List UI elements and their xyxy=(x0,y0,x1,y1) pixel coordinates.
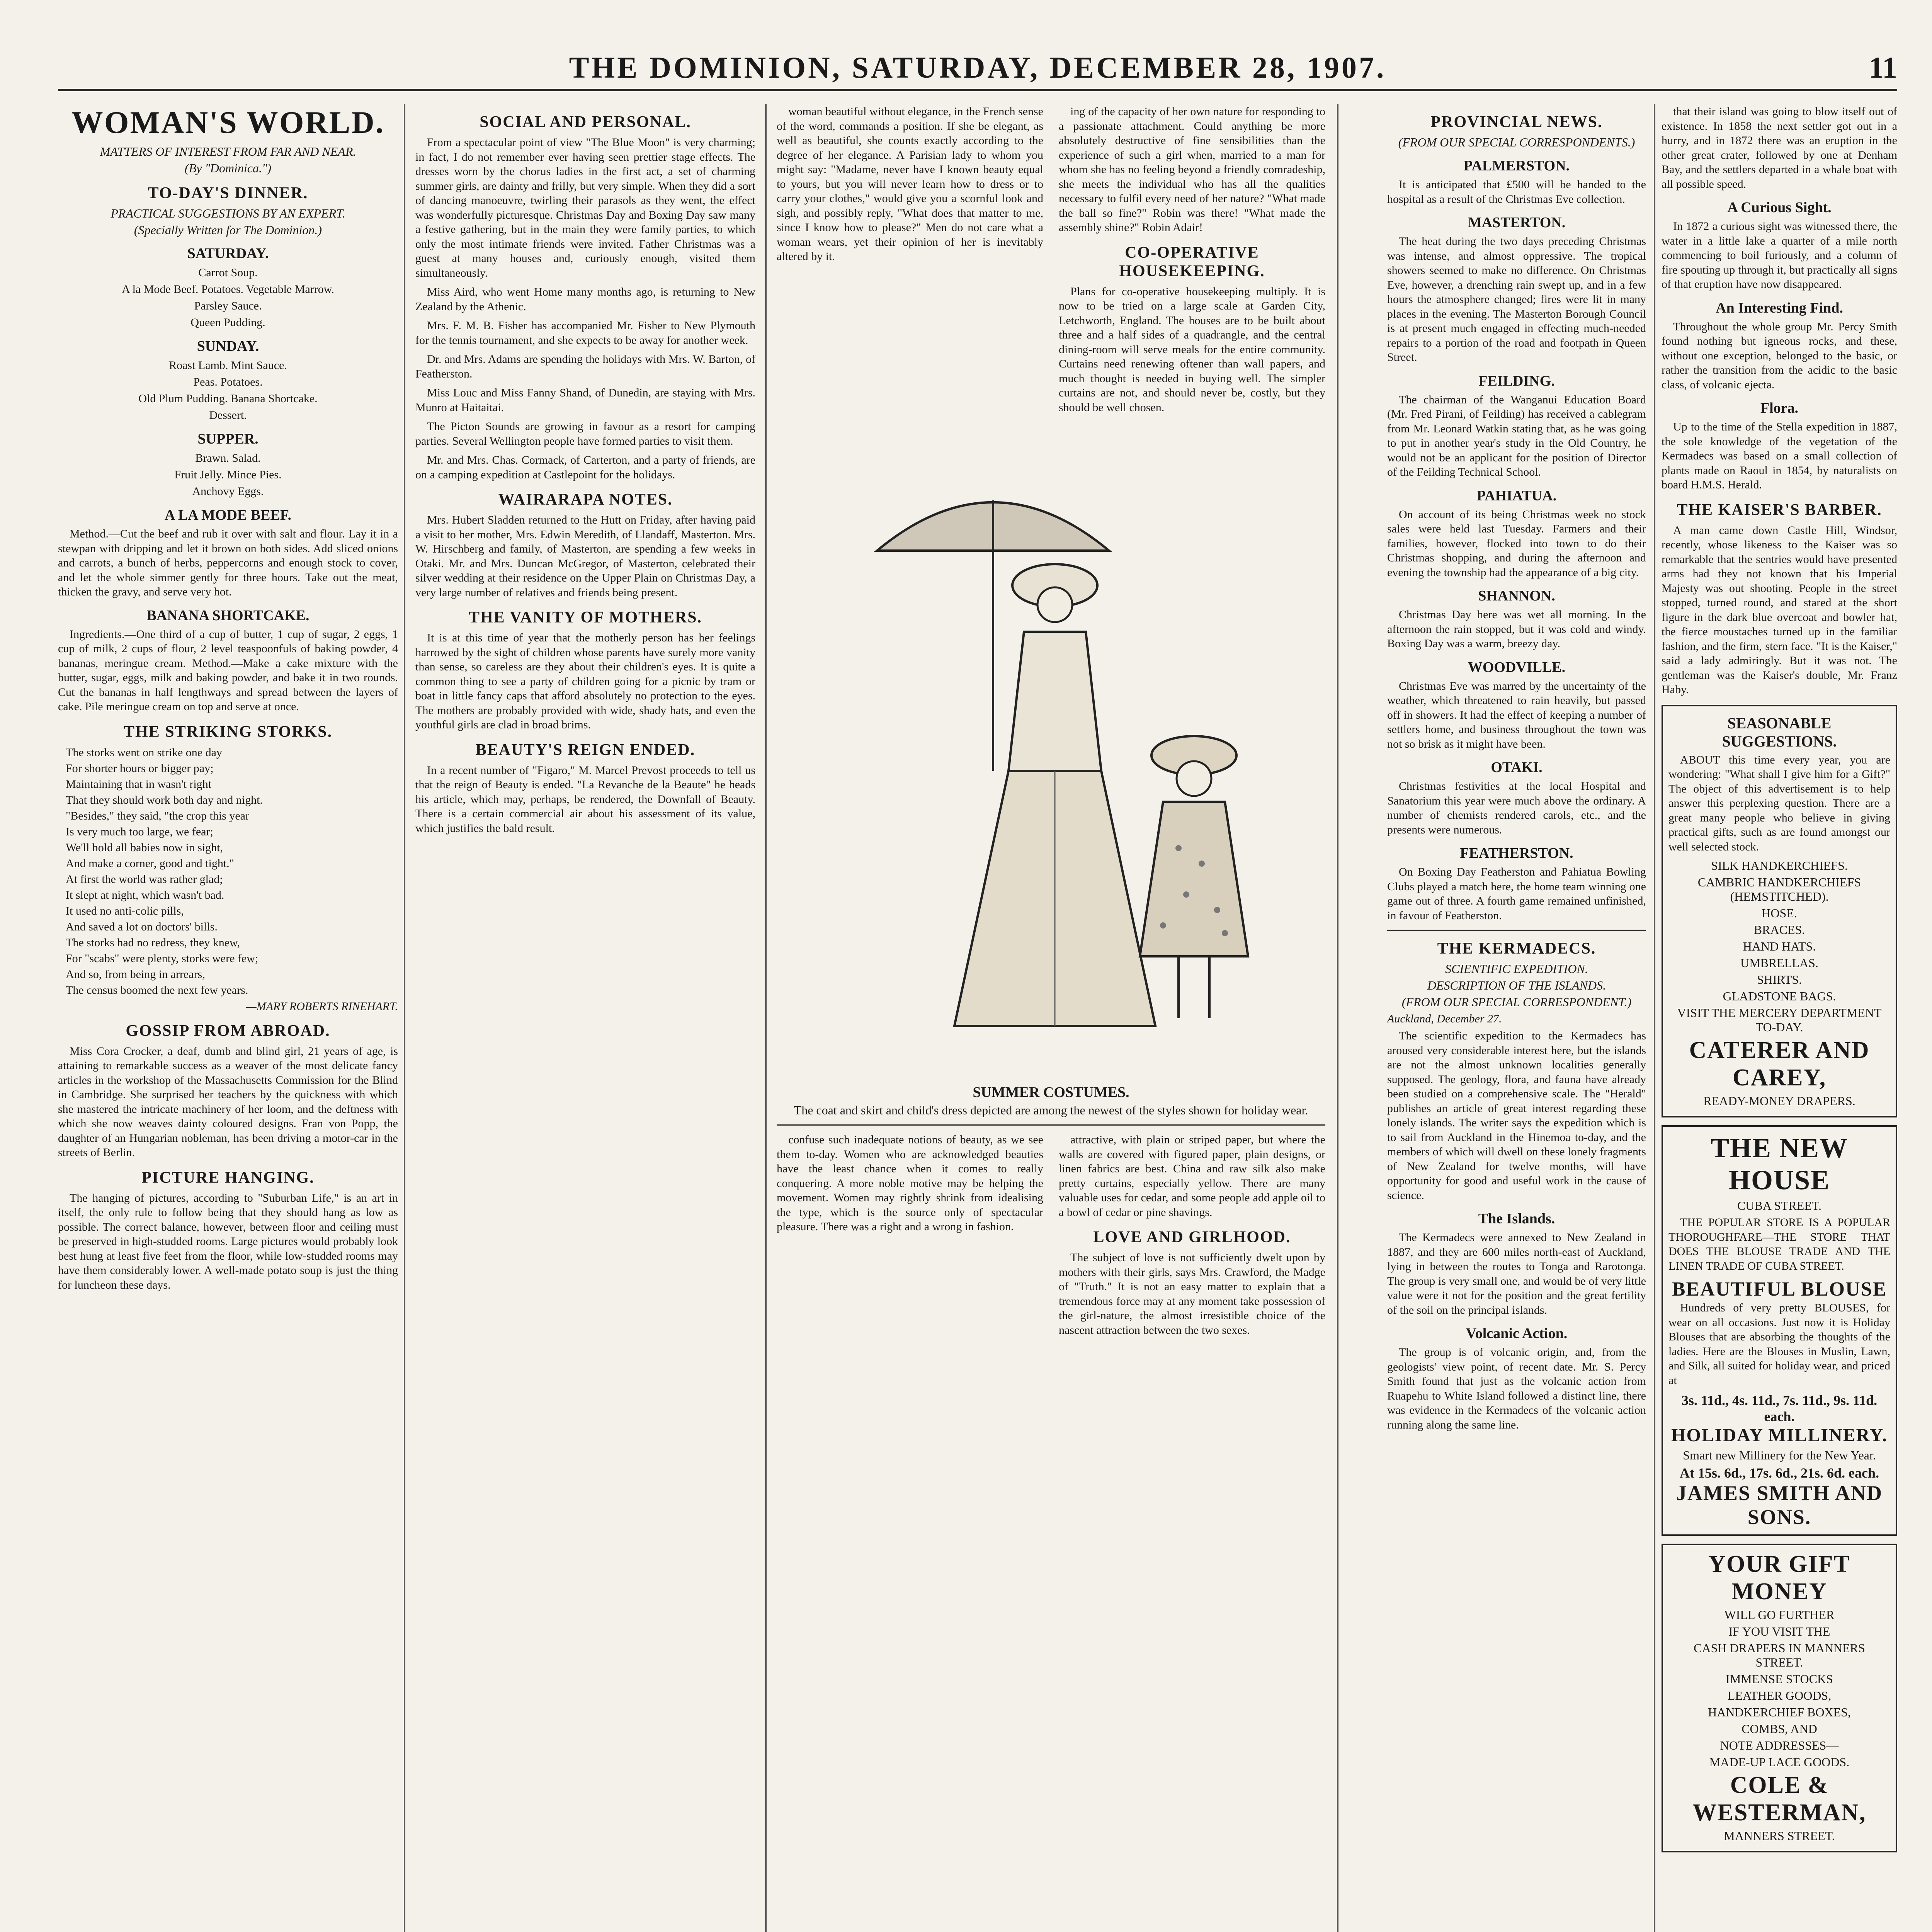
ad-street: CUBA STREET. xyxy=(1737,1199,1822,1213)
provincial-section-title: SHANNON. xyxy=(1478,588,1555,604)
menu-item: Anchovy Eggs. xyxy=(192,485,264,498)
kermadecs-text: that their island was going to blow itself out of existence. In 1858 the next settler got out in a hurry, and in 1872 there was an eruption in the other great crater, followed by one at Denham Bay, and the settlers departed in a whale boat with all possible speed. xyxy=(1662,105,1897,190)
kermadecs-corr: (FROM OUR SPECIAL CORRESPONDENT.) xyxy=(1401,995,1632,1009)
ad-text: Smart new Millinery for the New Year. xyxy=(1683,1448,1876,1462)
social-person: Mr. and Mrs. Chas. Cormack, of Carterton, and a party of friends, are on a camping expedition at Castlepoint for the holidays. xyxy=(415,454,755,481)
fashion-illustration xyxy=(777,423,1325,1080)
column-womans-world xyxy=(58,104,398,1932)
poem-line: And so, from being in arrears, xyxy=(66,968,205,981)
section-subheading: MATTERS OF INTEREST FROM FAR AND NEAR. xyxy=(100,145,356,158)
kermadecs-subhead: Volcanic Action. xyxy=(1466,1325,1568,1342)
ad-line: CASH DRAPERS IN MANNERS STREET. xyxy=(1694,1641,1865,1669)
provincial-section-title: PALMERSTON. xyxy=(1463,158,1570,174)
ad-text: THE POPULAR STORE IS A POPULAR THOROUGHFARE—THE STORE THAT DOES THE BLOUSE TRADE AND THE LINEN TRADE OF CUBA STREET. xyxy=(1668,1216,1890,1272)
love-girlhood-text: The subject of love is not sufficiently dwelt upon by mothers with their girls, says Mrs. Crawford, the Madge of "Truth." It is not an easy matter to explain that a tremendous force may at any moment take possession of the girl-nature, the almost irresistible choice of the nascent attraction between the two sexes. xyxy=(1059,1251,1325,1337)
menu-item: A la Mode Beef. Potatoes. Vegetable Marrow. xyxy=(122,283,334,296)
ad-line: COMBS, AND xyxy=(1742,1722,1817,1736)
poem-line: Is very much too large, we fear; xyxy=(66,825,213,838)
social-person: Miss Aird, who went Home many months ago, is returning to New Zealand by the Athenic. xyxy=(415,286,755,313)
kermadecs-text: Throughout the whole group Mr. Percy Smith found nothing but igneous rocks, and these, without one exception, belonged to the basic, or rather the transition from the acidic to the basic class, of volcanic ejecta. xyxy=(1662,320,1897,391)
social-heading: SOCIAL AND PERSONAL. xyxy=(480,113,691,131)
dinner-note: (Specially Written for The Dominion.) xyxy=(134,223,322,237)
ad-item: SILK HANDKERCHIEFS. xyxy=(1711,859,1848,872)
menu-item: Fruit Jelly. Mince Pies. xyxy=(174,468,282,481)
ad-footer: VISIT THE MERCERY DEPARTMENT TO-DAY. xyxy=(1677,1006,1882,1034)
provincial-section-title: MASTERTON. xyxy=(1468,214,1566,231)
ad-item: SHIRTS. xyxy=(1757,973,1802,986)
gossip-text: Miss Cora Crocker, a deaf, dumb and blind girl, 21 years of age, is attaining to remarkable success as a weaver of the most delicate fancy articles in the workshop of the Massachusetts Commission for the Blind in Cambridge. She surprised her teachers by the quickness with which she mastered the intricate machinery of her loom, and the deftness with which she now weaves dainty coloured designs. Fran von Popp, the daughter of an Hungarian nobleman, has been driving a motor-car in the streets of Berlin. xyxy=(58,1044,398,1159)
center-text: confuse such inadequate notions of beauty, as we see them to-day. Women who are acknowledged beauties have the least chance when it comes to really conquering. A more noble motive may be helping the movement. Women may rightly shrink from idealising the type, which is the source only of spectacular pleasure. There was a right and a wrong in fashion. xyxy=(777,1133,1043,1233)
summer-costumes-illustration xyxy=(777,423,1325,1080)
column-rule xyxy=(404,104,405,1932)
column-rule xyxy=(1337,104,1338,1932)
provincial-section-text: Christmas Day here was wet all morning. In the afternoon the rain stopped, but it was cold and windy. Boxing Day was a warm, breezy day. xyxy=(1387,608,1646,650)
kermadecs-heading: THE KERMADECS. xyxy=(1437,940,1596,957)
kermadecs-subhead: Flora. xyxy=(1760,400,1799,416)
provincial-section-text: On Boxing Day Featherston and Pahiatua Bowling Clubs played a match here, the home team winning one game out of three. A fourth game remained unfinished, in favour of Featherston. xyxy=(1387,866,1646,922)
ad-headline: HOLIDAY MILLINERY. xyxy=(1671,1425,1888,1446)
menu-item: Roast Lamb. Mint Sauce. xyxy=(169,359,287,372)
ad-price: At 15s. 6d., 17s. 6d., 21s. 6d. each. xyxy=(1679,1465,1879,1481)
social-person: The Picton Sounds are growing in favour as a resort for camping parties. Several Wellington people have formed parties to visit them. xyxy=(415,420,755,447)
ad-line: WILL GO FURTHER xyxy=(1724,1608,1835,1622)
picture-hanging-text: The hanging of pictures, according to "Suburban Life," is an art in itself, the only rule to follow being that they should hang as low as possible. The correct balance, however, between floor and ceiling must be preserved in high-studded rooms. Large pictures would probably look best hung at least five feet from the floor, while low-studded rooms may have them considerably lower. A well-made potato soup is just the thing for luncheon these days. xyxy=(58,1191,398,1291)
page-number: 11 xyxy=(1869,51,1897,84)
recipe-heading: A LA MODE BEEF. xyxy=(164,507,291,523)
masthead xyxy=(58,46,1897,91)
menu-item: Old Plum Pudding. Banana Shortcake. xyxy=(138,392,318,405)
poem-line: At first the world was rather glad; xyxy=(66,872,223,886)
poem-heading: THE STRIKING STORKS. xyxy=(124,723,332,741)
kermadecs-subhead: The Islands. xyxy=(1478,1211,1555,1227)
provincial-section-title: OTAKI. xyxy=(1491,759,1543,776)
poem-line: The census boomed the next few years. xyxy=(66,983,248,997)
kermadecs-text: The Kermadecs were annexed to New Zealand in 1887, and they are 600 miles north-east of Auckland, lying in between the routes to Tonga and Rarotonga. The group is very small one, and would be of very little value were it not for the position and the great fertility of the soil on the principal islands. xyxy=(1387,1231,1646,1316)
figure-caption: The coat and skirt and child's dress depicted are among the newest of the styles shown for holiday wear. xyxy=(794,1103,1308,1117)
poem-line: That they should work both day and night. xyxy=(66,793,263,806)
kermadecs-text: Up to the time of the Stella expedition in 1887, the sole knowledge of the vegetation of the Kermadecs was based on a small collection of plants made on Raoul in 1854, by naturalists on board H.M.S. Herald. xyxy=(1662,420,1897,491)
vanity-text: It is at this time of year that the motherly person has her feelings harrowed by the sight of children whose parents have surely more vanity than sense, so careless are they about their children's eyes. It is quite a common thing to see a party of children going for a picnic by tram or boat in little fancy caps that afford absolutely no protection to the eyes. The mothers are probably provided with wide, shady hats, and even the youthful girls are clad in broad brims. xyxy=(415,631,755,731)
ad-item: CAMBRIC HANDKERCHIEFS (HEMSTITCHED). xyxy=(1697,875,1861,903)
menu-item: Peas. Potatoes. xyxy=(193,376,263,388)
provincial-section-title: PAHIATUA. xyxy=(1476,487,1557,504)
poem-line: Maintaining that in wasn't right xyxy=(66,777,212,791)
provincial-sub: (FROM OUR SPECIAL CORRESPONDENTS.) xyxy=(1398,135,1635,149)
picture-hanging-heading: PICTURE HANGING. xyxy=(141,1168,315,1187)
poem-line: The storks went on strike one day xyxy=(66,746,222,759)
ad-line: IMMENSE STOCKS xyxy=(1726,1672,1833,1686)
poem-line: For shorter hours or bigger pay; xyxy=(66,762,214,775)
ad-line: MADE-UP LACE GOODS. xyxy=(1709,1755,1850,1769)
menu-item: Queen Pudding. xyxy=(190,316,265,329)
provincial-section-text: Christmas Eve was marred by the uncertainty of the weather, which threatened to rain heavily, but passed off in showers. It had the effect of keeping a number of settlers home, and business throughout the town was not so brisk as it might have been. xyxy=(1387,679,1646,750)
kaiser-text: A man came down Castle Hill, Windsor, recently, whose likeness to the Kaiser was so remarkable that the sentries would have presented arms had they not known that his Imperial Majesty was out shooting. People in the street stopped, turned round, and stared at the short figure in the dark blue overcoat and bowler hat, the fierce moustaches turned up in the familiar fashion, and the firm, stern face. "It is the Kaiser," said a lady admiringly. But it was not. The gentleman was the Kaiser's double, Mr. Franz Haby. xyxy=(1662,524,1897,696)
provincial-section-text: It is anticipated that £500 will be handed to the hospital as a result of the Christmas Eve collection. xyxy=(1387,178,1646,206)
ad-street: MANNERS STREET. xyxy=(1724,1829,1835,1843)
ad-seasonable-suggestions xyxy=(1662,705,1897,1118)
column-center xyxy=(777,104,1325,1932)
poem-line: We'll hold all babies now in sight, xyxy=(66,841,223,854)
wairarapa-text: Mrs. Hubert Sladden returned to the Hutt on Friday, after having paid a visit to her mother, Mrs. Edwin Meredith, of Llandaff, Masterton. Mrs. W. Hirschberg and family, of Masterton, are spending a few weeks in Otaki. Mr. and Mrs. Duncan McGregor, of Masterton, celebrated their silver wedding at their residence on the Upper Plain on Christmas Day, a very large number of relatives and friends being present. xyxy=(415,514,755,599)
social-person: Miss Louc and Miss Fanny Shand, of Dunedin, are staying with Mrs. Munro at Haitaitai. xyxy=(415,386,755,414)
ad-text: ABOUT this time every year, you are wondering: "What shall I give him for a Gift?" The object of this advertisement is to help answer this perplexing question. There are a great many people who believe in giving practical gifts, such as are found amongst our well selected stock. xyxy=(1668,753,1890,853)
kermadecs-subhead: A Curious Sight. xyxy=(1727,199,1832,216)
menu-day-label: SUPPER. xyxy=(197,431,259,447)
poem-line: "Besides," they said, "the crop this year xyxy=(66,809,249,822)
gossip-heading: GOSSIP FROM ABROAD. xyxy=(126,1022,330,1040)
recipe-text: Method.—Cut the beef and rub it over with salt and flour. Lay it in a stewpan with dripping and let it brown on both sides. Add sliced onions and carrots, a bunch of herbs, peppercorns and enough stock to cover, and let the whole simmer gently for three hours. Take out the meat, thicken the gravy, and serve very hot. xyxy=(58,527,398,598)
dinner-heading: TO-DAY'S DINNER. xyxy=(148,184,308,202)
social-text: From a spectacular point of view "The Blue Moon" is very charming; in fact, I do not remember ever having seen prettier stage effects. The dresses worn by the chorus ladies in the first act, a set of charming summer girls, are dainty and frilly, but very simple. When they did a sort of dancing manoeuvre, twirling their parasols as they went, the effect was wonderfully picturesque. Christmas Day and Boxing Day saw many a festive gathering, but in the main they were family parties, to which only the most intimate friends were invited. Father Christmas was a guest at many houses and, curiously enough, visited them simultaneously. xyxy=(415,136,755,279)
menu-day-label: SUNDAY. xyxy=(197,338,259,354)
ad-firm: CATERER AND CAREY, xyxy=(1689,1037,1870,1091)
kermadecs-text: The group is of volcanic origin, and, from the geologists' view point, of recent date. Mr. S. Percy Smith found that just as the volcanic action from Ruapehu to White Island followed a distinct line, there was evidence in the Kermadecs of the volcanic action running along the same line. xyxy=(1387,1346,1646,1431)
byline: (By "Dominica.") xyxy=(184,161,272,175)
provincial-section-text: On account of its being Christmas week no stock sales were held last Tuesday. Farmers and their families, however, flocked into town to do their Christmas shopping, and during the afternoon and evening the township had the appearance of a big city. xyxy=(1387,508,1646,579)
column-rule xyxy=(765,104,767,1932)
kermadecs-subhead: An Interesting Find. xyxy=(1716,299,1843,316)
poem-line: And saved a lot on doctors' bills. xyxy=(66,920,218,933)
provincial-section-title: WOODVILLE. xyxy=(1468,659,1566,675)
ad-item: HOSE. xyxy=(1762,906,1797,920)
poem-line: The storks had no redress, they knew, xyxy=(66,936,240,949)
ad-new-house xyxy=(1662,1125,1897,1536)
divider xyxy=(777,1124,1325,1126)
provincial-section-text: The heat during the two days preceding Christmas was intense, and almost oppressive. The tropical showers seemed to make no difference. On Christmas Eve, however, a drenching rain swept up, and in a few hours the atmosphere changed; fires were lit in many places in the evening. The Masterton Borough Council is at present much engaged in effecting much-needed repairs to a portion of the road and footpath in Queen Street. xyxy=(1387,235,1646,364)
center-text: attractive, with plain or striped paper, but where the walls are covered with figured paper, plain designs, or linen fabrics are best. China and raw silk also make pretty curtains, especially yellow. There are many valuable uses for cedar, and some people add apple oil to a bowl of cedar or pine shavings. xyxy=(1059,1133,1325,1219)
ad-item: UMBRELLAS. xyxy=(1740,956,1818,970)
dateline: Auckland, December 27. xyxy=(1387,1012,1502,1025)
social-person: Mrs. F. M. B. Fisher has accompanied Mr. Fisher to New Plymouth for the tennis tournament, and she expects to be away for another week. xyxy=(415,319,755,347)
wairarapa-heading: WAIRARAPA NOTES. xyxy=(498,491,673,509)
poem-line: And make a corner, good and tight." xyxy=(66,857,234,870)
ad-headline: BEAUTIFUL BLOUSE xyxy=(1672,1278,1887,1300)
poem-line: It used no anti-colic pills, xyxy=(66,904,184,917)
ad-line: HANDKERCHIEF BOXES, xyxy=(1708,1705,1851,1719)
ad-item: GLADSTONE BAGS. xyxy=(1723,989,1836,1003)
poem-line: It slept at night, which wasn't bad. xyxy=(66,888,224,901)
poem-author: —MARY ROBERTS RINEHART. xyxy=(246,1000,398,1013)
provincial-section-text: The chairman of the Wanganui Education Board (Mr. Fred Pirani, of Feilding) has received a cablegram from Mr. Leonard Watkin stating that, as he was going to put in another year's study in the Old Country, he would not be an applicant for the position of Director of the Feilding Technical School. xyxy=(1387,393,1646,478)
ad-line: NOTE ADDRESSES— xyxy=(1720,1738,1839,1752)
center-text: woman beautiful without elegance, in the French sense of the word, commands a position. If she be elegant, as well as beautiful, she counts exactly according to the degree of her elegance. A Parisian lady to whom you might say: "Madame, never have I known beauty equal to yours, but you will never learn how to dress or to carry your clothes," would give you a scornful look and sigh, and possibly reply, "What does that matter to me, since I know how to please?" Men do not care what a woman wears, yet their opinion of her is inevitably altered by it. xyxy=(777,105,1043,263)
ad-item: BRACES. xyxy=(1753,923,1805,937)
ad-title: THE NEW HOUSE xyxy=(1710,1133,1849,1196)
column-ads xyxy=(1662,104,1897,1932)
kermadecs-sub: SCIENTIFIC EXPEDITION. xyxy=(1445,962,1588,976)
ad-firm-sub: READY-MONEY DRAPERS. xyxy=(1703,1094,1855,1108)
vanity-heading: THE VANITY OF MOTHERS. xyxy=(468,609,702,626)
provincial-section-title: FEILDING. xyxy=(1478,372,1555,389)
cooperative-heading: CO-OPERATIVE HOUSEKEEPING. xyxy=(1119,243,1265,280)
center-text: ing of the capacity of her own nature for responding to a passionate attachment. Could anything be more absolutely destructive of fine sensibilities than the experience of such a girl when, married to a man for whom she has no feeling beyond a friendly comradeship, she meets the individual who has all the qualities necessary to fulfil every need of her nature? "What made the ball so fine?" Robin was there! "What made the assembly shine?" Robin Adair! xyxy=(1059,105,1325,234)
kermadecs-sub: DESCRIPTION OF THE ISLANDS. xyxy=(1427,978,1606,992)
menu-item: Parsley Sauce. xyxy=(194,299,262,312)
ad-firm: COLE & WESTERMAN, xyxy=(1692,1772,1866,1826)
ad-item: HAND HATS. xyxy=(1743,939,1816,953)
provincial-heading: PROVINCIAL NEWS. xyxy=(1430,113,1603,131)
provincial-section-text: Christmas festivities at the local Hospital and Sanatorium this year were much above the ordinary. A number of chemists rendered carols, etc., and the presents were numerous. xyxy=(1387,780,1646,836)
menu-item: Carrot Soup. xyxy=(198,266,258,279)
ad-title: YOUR GIFT MONEY xyxy=(1708,1551,1850,1605)
masthead-title: THE DOMINION, SATURDAY, DECEMBER 28, 1907. xyxy=(569,51,1386,84)
ad-line: LEATHER GOODS, xyxy=(1727,1689,1832,1702)
recipe-heading: BANANA SHORTCAKE. xyxy=(146,607,310,624)
love-girlhood-heading: LOVE AND GIRLHOOD. xyxy=(1093,1228,1291,1246)
divider xyxy=(1387,930,1646,931)
menu-day-label: SATURDAY. xyxy=(187,245,269,262)
section-heading-womans-world: WOMAN'S WORLD. xyxy=(71,105,385,140)
poem-line: For "scabs" were plenty, storks were few; xyxy=(66,952,259,965)
ad-text: Hundreds of very pretty BLOUSES, for wear on all occasions. Just now it is Holiday Blouses that are absorbing the thoughts of the ladies. Here are the Blouses in Muslin, Lawn, and Silk, all suited for holiday wear, and priced at xyxy=(1668,1301,1890,1387)
social-person: Dr. and Mrs. Adams are spending the holidays with Mrs. W. Barton, of Featherston. xyxy=(415,353,755,380)
cooperative-text: Plans for co-operative housekeeping multiply. It is now to be tried on a large scale at Garden City, Letchworth, England. The houses are to be built about three and a half sides of a quadrangle, and the central dining-room will serve meals for the entire community. Curtains need renewing oftener than wall papers, and much thought is needed in buying well. The simpler curtains are not, and should never be, costly, but they should be well chosen. xyxy=(1059,285,1325,414)
figure-caption-title: SUMMER COSTUMES. xyxy=(973,1084,1129,1100)
menu-item: Brawn. Salad. xyxy=(195,452,261,464)
ad-price: 3s. 11d., 4s. 11d., 7s. 11d., 9s. 11d. each. xyxy=(1681,1393,1878,1424)
menu-item: Dessert. xyxy=(209,409,247,422)
kaiser-heading: THE KAISER'S BARBER. xyxy=(1677,501,1882,519)
ad-gift-money xyxy=(1662,1544,1897,1852)
recipe-text: Ingredients.—One third of a cup of butter, 1 cup of sugar, 2 eggs, 1 cup of milk, 2 cups of flour, 2 level teaspoonfuls of baking powder, 4 bananas, meringue cream. Method.—Make a cake mixture with the butter, sugar, eggs, milk and baking powder, and bake it in two rounds. Cut the bananas in half lengthways and spread between the layers of cake. Pile meringue cream on top and serve at once. xyxy=(58,628,398,713)
column-rule xyxy=(1654,104,1655,1932)
beauty-heading: BEAUTY'S REIGN ENDED. xyxy=(475,741,696,759)
ad-line: IF YOU VISIT THE xyxy=(1728,1624,1830,1638)
dinner-subheading: PRACTICAL SUGGESTIONS BY AN EXPERT. xyxy=(111,206,345,220)
provincial-section-title: FEATHERSTON. xyxy=(1460,845,1573,861)
column-social xyxy=(415,104,755,1932)
ad-title: SEASONABLE SUGGESTIONS. xyxy=(1722,714,1837,750)
beauty-text: In a recent number of "Figaro," M. Marcel Prevost proceeds to tell us that the reign of Beauty is ended. "La Revanche de la Beaute" he heads his article, which may, perhaps, be rendered, the Downfall of Beauty. There is a certain commercial air about his assessment of its value, which justifies the bald result. xyxy=(415,764,755,835)
kermadecs-text: The scientific expedition to the Kermadecs has aroused very considerable interest here, but the islands are not the almost unknown localities generally supposed. The geology, flora, and fauna have already been studied on a comprehensive scale. The "Herald" publishes an article of great interest regarding these lonely islands. The writer says the expedition which is to sail from Auckland in the Hinemoa to-day, and the members of which will dwell on these lonely fragments of New Zealand for twelve months, will have opportunity for good and useful work in the cause of science. xyxy=(1387,1029,1646,1202)
kermadecs-text: In 1872 a curious sight was witnessed there, the water in a little lake a quarter of a mile north commencing to boil furiously, and a column of fire spouting up through it, but practically all signs of that eruption have now disappeared. xyxy=(1662,220,1897,291)
ad-firm: JAMES SMITH AND SONS. xyxy=(1676,1481,1883,1529)
column-provincial xyxy=(1387,104,1646,1932)
